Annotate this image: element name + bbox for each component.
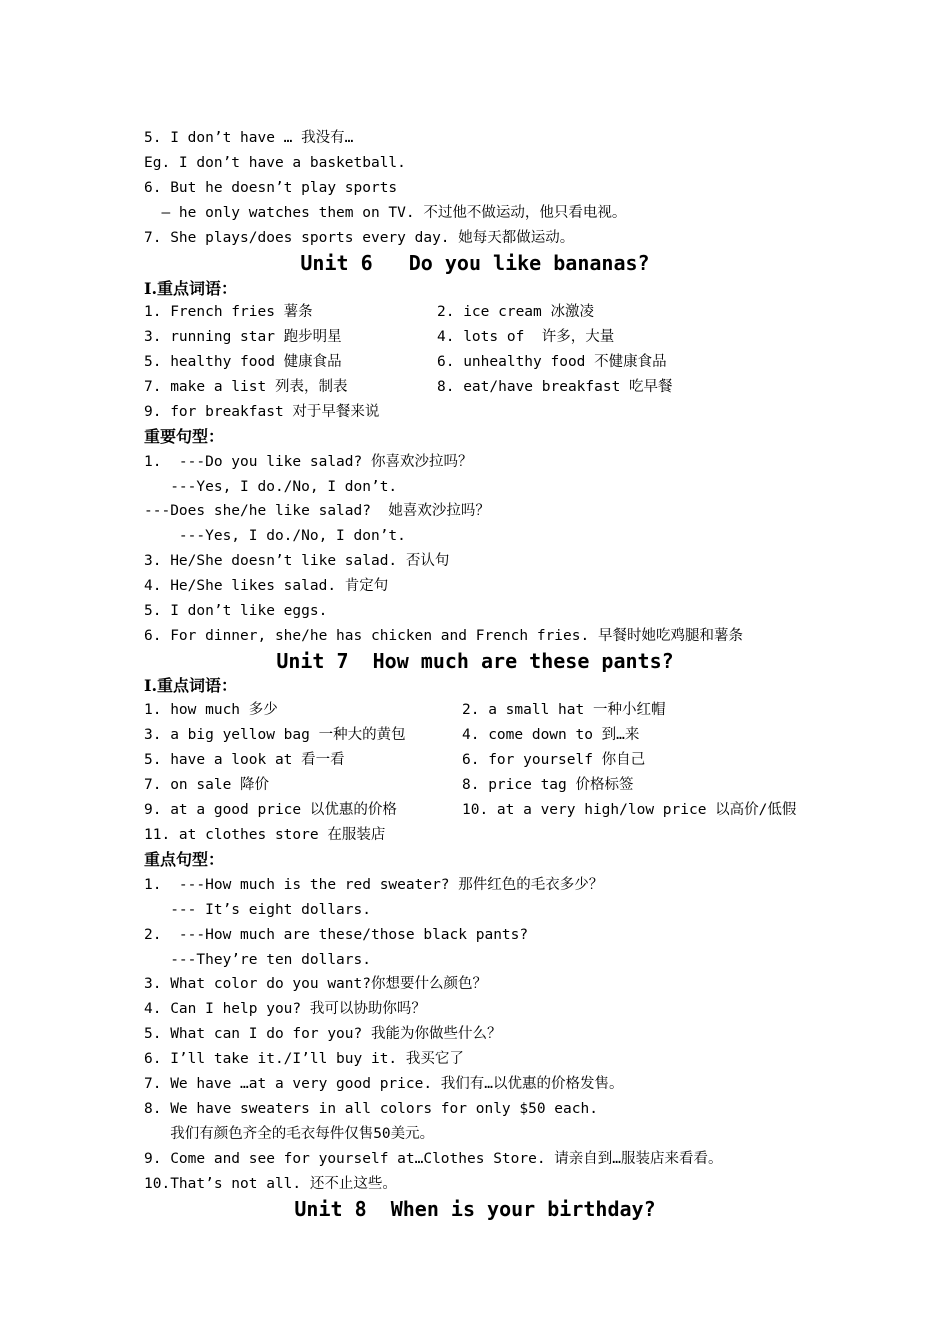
vocab-item: 11. at clothes store 在服装店 (144, 827, 386, 843)
vocab-item: 5. have a look at 看一看 (144, 752, 345, 768)
unit-8-title: Unit 8 When is your birthday? (294, 1197, 656, 1221)
text-line: — he only watches them on TV. 不过他不做运动，他只看电视。 (144, 205, 627, 221)
sentence-line: ---They’re ten dollars. (144, 952, 371, 968)
vocab-item: 9. at a good price 以优惠的价格 (144, 802, 397, 818)
sentence-line: 我们有颜色齐全的毛衣每件仅售50美元。 (144, 1126, 435, 1142)
sentence-line: 5. What can I do for you? 我能为你做些什么？ (144, 1026, 502, 1042)
sentence-line: 1. ---Do you like salad? 你喜欢沙拉吗？ (144, 454, 473, 470)
vocab-item: 1. how much 多少 (144, 702, 278, 718)
unit-6-vocab-heading: Ⅰ.重点词语： (144, 279, 238, 298)
unit-7-sentence-heading: 重点句型： (144, 850, 225, 869)
unit-6-title: Unit 6 Do you like bananas? (300, 251, 650, 275)
vocab-item: 8. eat/have breakfast 吃早餐 (437, 379, 673, 395)
vocab-item: 7. on sale 降价 (144, 777, 270, 793)
vocab-item: 4. come down to 到…来 (462, 727, 640, 743)
vocab-item: 9. for breakfast 对于早餐来说 (144, 404, 380, 420)
text-line: 6. But he doesn’t play sports (144, 180, 398, 196)
vocab-item: 8. price tag 价格标签 (462, 777, 634, 793)
sentence-line: --- It’s eight dollars. (144, 902, 371, 918)
sentence-line: 6. I’ll take it./I’ll buy it. 我买它了 (144, 1051, 464, 1067)
unit-7-title: Unit 7 How much are these pants? (276, 649, 674, 673)
sentence-line: ---Does she/he like salad? 她喜欢沙拉吗？ (144, 503, 490, 519)
vocab-item: 4. lots of 许多，大量 (437, 329, 615, 345)
sentence-line: 4. He/She likes salad. 肯定句 (144, 578, 389, 594)
vocab-item: 2. a small hat 一种小红帽 (462, 702, 666, 718)
sentence-line: 4. Can I help you? 我可以协助你吗？ (144, 1001, 426, 1017)
text-line: 7. She plays/does sports every day. 她每天都做运动。 (144, 230, 575, 246)
sentence-line: 6. For dinner, she/he has chicken and French fries. 早餐时她吃鸡腿和薯条 (144, 628, 743, 644)
text-line: Eg. I don’t have a basketball. (144, 155, 406, 171)
unit-7-vocab-heading: Ⅰ.重点词语： (144, 676, 238, 695)
sentence-line: ---Yes, I do./No, I don’t. (144, 528, 406, 544)
vocab-item: 6. unhealthy food 不健康食品 (437, 354, 667, 370)
vocab-item: 2. ice cream 冰激凌 (437, 304, 594, 320)
sentence-line: 3. What color do you want?你想要什么颜色？ (144, 976, 487, 992)
vocab-item: 7. make a list 列表，制表 (144, 379, 348, 395)
vocab-item: 10. at a very high/low price 以高价/低假 (462, 802, 797, 818)
sentence-line: 8. We have sweaters in all colors for only $50 each. (144, 1101, 598, 1117)
sentence-line: 10.That’s not all. 还不止这些。 (144, 1176, 397, 1192)
vocab-item: 5. healthy food 健康食品 (144, 354, 342, 370)
sentence-line: 3. He/She doesn’t like salad. 否认句 (144, 553, 450, 569)
vocab-item: 6. for yourself 你自己 (462, 752, 646, 768)
sentence-line: 7. We have …at a very good price. 我们有…以优惠的价格发售。 (144, 1076, 624, 1092)
sentence-line: 5. I don’t like eggs. (144, 603, 328, 619)
text-line: 5. I don’t have … 我没有… (144, 130, 354, 146)
sentence-line: 9. Come and see for yourself at…Clothes Store. 请亲自到…服装店来看看。 (144, 1151, 723, 1167)
sentence-line: 1. ---How much is the red sweater? 那件红色的毛衣多少？ (144, 877, 604, 893)
sentence-line: 2. ---How much are these/those black pants? (144, 927, 529, 943)
vocab-item: 1. French fries 薯条 (144, 304, 313, 320)
vocab-item: 3. running star 跑步明星 (144, 329, 342, 345)
sentence-line: ---Yes, I do./No, I don’t. (144, 479, 398, 495)
vocab-item: 3. a big yellow bag 一种大的黄包 (144, 727, 406, 743)
unit-6-sentence-heading: 重要句型： (144, 427, 225, 446)
